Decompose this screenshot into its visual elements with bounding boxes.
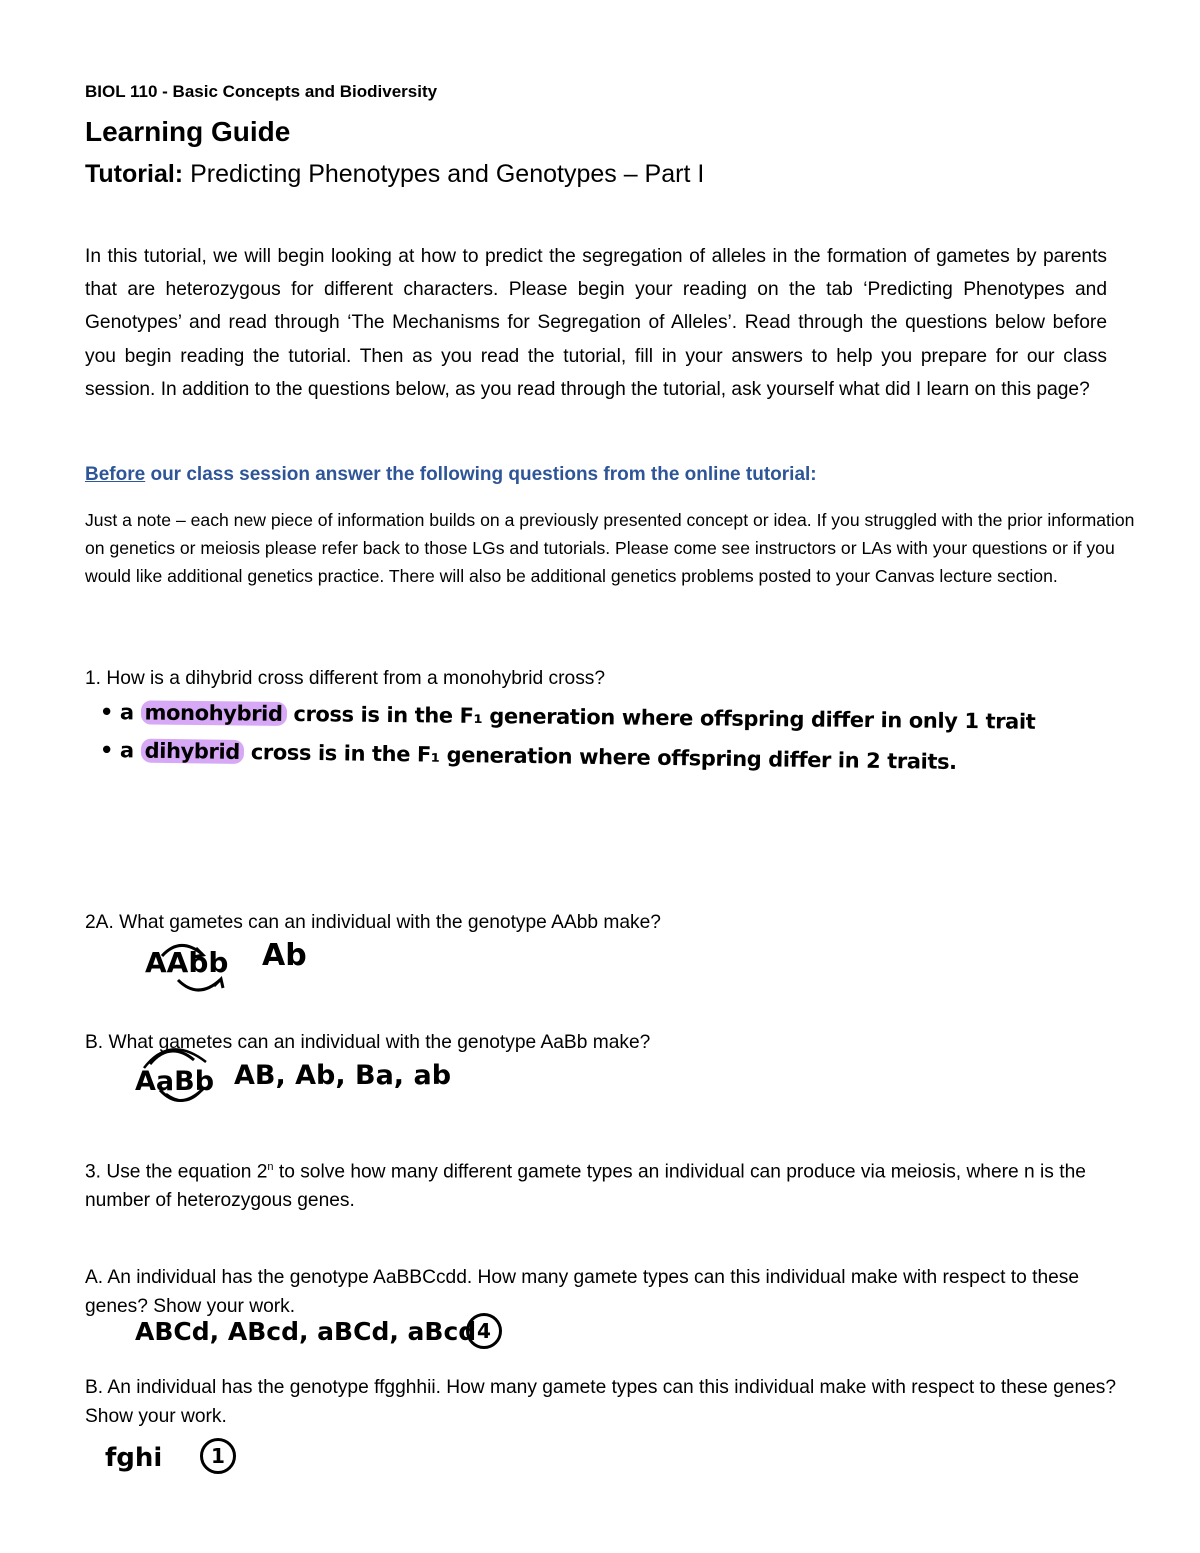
tutorial-subtitle <box>85 160 704 189</box>
answer-1-line-1-post: cross is in the F₁ generation where offspring differ in only 1 trait <box>286 701 1036 734</box>
answer-2b-genotype: AaBb <box>135 1066 215 1097</box>
question-3-post: to solve how many different gamete types an individual can produce via meiosis, where n is the number of heterozygous genes. <box>85 1161 1086 1212</box>
dihybrid-highlight: dihybrid <box>140 739 244 764</box>
question-3 <box>85 1153 1125 1215</box>
question-3b: B. An individual has the genotype ffgghhii. How many gamete types can this individual make with respect to these genes? Show your work. <box>85 1377 1117 1427</box>
answer-2b-gametes: AB, Ab, Ba, ab <box>234 1060 452 1091</box>
course-name: BIOL 110 - Basic Concepts and Biodiversity <box>85 82 438 101</box>
intro-paragraph: In this tutorial, we will begin looking at how to predict the segregation of alleles in the formation of gametes by parents that are heterozygous for different characters. Please begin your reading on the tab ‘Predicting Phenotypes and Genotypes’ and read through ‘The Mechanisms for Segregation of Alleles’. Read through the questions below before you begin reading the tutorial. Then as you read the tutorial, fill in your answers to help you prepare for our class session. In addition to the questions below, as you read through the tutorial, ask yourself what did I learn on this page? <box>85 246 1107 400</box>
answer-1-line-2-post: cross is in the F₁ generation where offspring differ in 2 traits. <box>243 740 957 774</box>
question-3-pre: 3. Use the equation 2 <box>85 1161 268 1183</box>
answer-2a-gametes: Ab <box>262 938 307 973</box>
monohybrid-highlight: monohybrid <box>140 700 286 726</box>
answer-2a-genotype: AAbb <box>145 946 229 979</box>
answer-1-line-2 <box>100 738 957 774</box>
subtitle-label: Tutorial: <box>85 160 184 188</box>
answer-1-line-1 <box>100 700 1036 734</box>
subtitle-text: Predicting Phenotypes and Genotypes – Part I <box>183 160 705 188</box>
question-1: 1. How is a dihybrid cross different from a monohybrid cross? <box>85 668 606 689</box>
answer-3b-count: 1 <box>200 1438 236 1474</box>
question-2b: B. What gametes can an individual with the genotype AaBb make? <box>85 1032 651 1053</box>
answer-3a-gametes: ABCd, ABcd, aBCd, aBcd <box>135 1317 477 1346</box>
answer-1-line-1-pre: • a <box>99 700 141 725</box>
page-title: Learning Guide <box>85 116 291 147</box>
answer-3b-gametes: fghi <box>105 1443 163 1473</box>
before-heading <box>85 464 817 486</box>
note-paragraph: Just a note – each new piece of information builds on a previously presented concept or idea. If you struggled with the prior information on genetics or meiosis please refer back to those LGs and tutorials. Please come see instructors or LAs with your questions or if you would like additional genetics practice. There will also be additional genetics problems posted to your Canvas lecture section. <box>85 510 1135 586</box>
answer-1-line-2-pre: • a <box>99 738 141 763</box>
question-2a: 2A. What gametes can an individual with the genotype AAbb make? <box>85 912 661 933</box>
before-rest: our class session answer the following questions from the online tutorial: <box>145 464 817 485</box>
before-word: Before <box>85 464 146 485</box>
question-3-exponent: n <box>267 1161 274 1173</box>
question-3a: A. An individual has the genotype AaBBCcdd. How many gamete types can this individual make with respect to these genes? Show your work. <box>85 1267 1080 1317</box>
answer-3a-count: 4 <box>466 1313 502 1349</box>
